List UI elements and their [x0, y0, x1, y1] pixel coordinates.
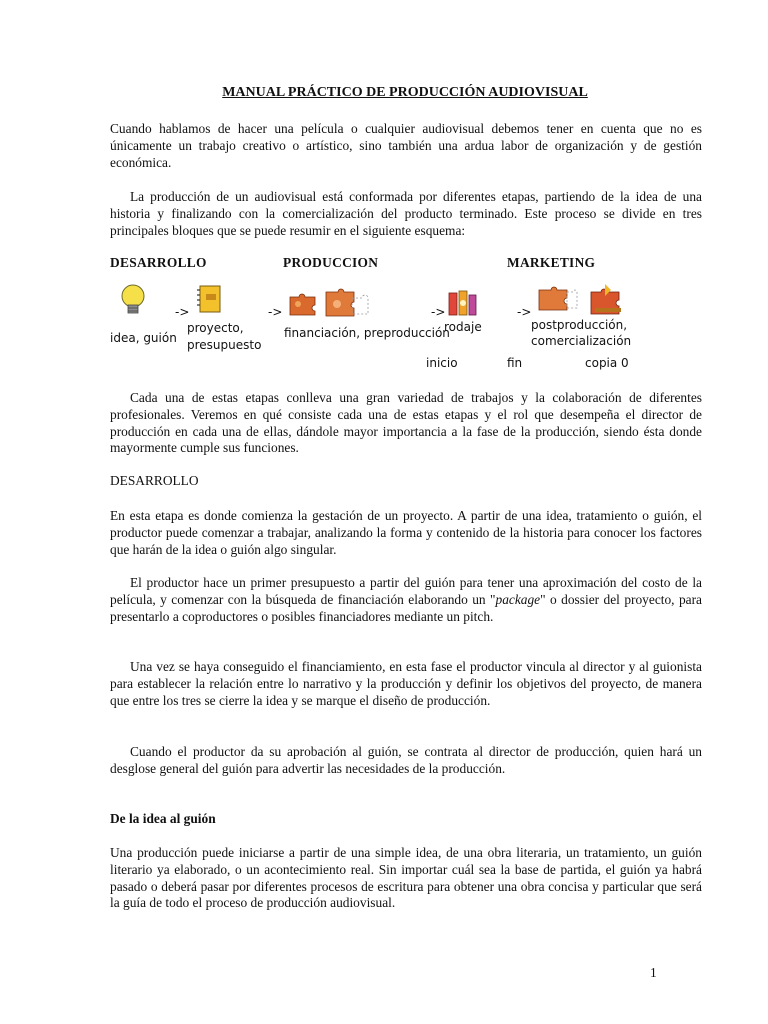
marker-fin: fin	[507, 356, 523, 370]
flow-arrow: ->	[268, 305, 283, 319]
block-marketing: MARKETING	[507, 255, 596, 270]
desarrollo-paragraph-3: Una vez se haya conseguido el financiamiento, en esta fase el productor vincula al director y al guionista para establecer la relación entre lo narrativo y la producción y definir los objetivos del proyecto, de manera que entre los tres se cierre la idea y se marque el diseño de producción.	[110, 659, 702, 708]
desarrollo-paragraph-1: En esta etapa es donde comienza la gestación de un proyecto. A partir de una idea, tratamiento o guión, el productor puede comenzar a trabajar, analizando la forma y contenido de la historia para conocer los factores que harán de la idea o guión algo singular.	[110, 508, 702, 557]
step-presupuesto: presupuesto	[187, 338, 262, 352]
desarrollo-paragraph-2	[110, 575, 702, 625]
desarrollo-paragraph-2-start: El productor hace un primer presupuesto a partir del guión para tener una aproximación del costo de la película, y comenzar con la búsqueda de financiación elaborando un "	[110, 575, 702, 607]
stages-paragraph: La producción de un audiovisual está conformada por diferentes etapas, partiendo de la idea de una historia y finalizando con la comercialización del producto terminado. Este proceso se divide en tres principales bloques que se puede resumir en el siguiente esquema:	[110, 189, 702, 238]
flow-arrow: ->	[517, 305, 532, 319]
lightbulb-icon	[118, 283, 148, 322]
step-idea-guion: idea, guión	[110, 331, 177, 345]
document-title: MANUAL PRÁCTICO DE PRODUCCIÓN AUDIOVISUAL	[222, 85, 588, 100]
puzzle-icon	[322, 286, 370, 325]
subheading-idea-guion: De la idea al guión	[110, 811, 216, 826]
desarrollo-paragraph-4: Cuando el productor da su aprobación al guión, se contrata al director de producción, quien hará un desglose general del guión para advertir las necesidades de la producción.	[110, 744, 702, 776]
step-proyecto: proyecto,	[187, 321, 244, 335]
block-desarrollo: DESARROLLO	[110, 255, 207, 270]
notebook-icon	[195, 284, 223, 321]
step-rodaje: rodaje	[444, 320, 482, 334]
puzzle-icon	[536, 284, 580, 319]
package-term: package	[495, 591, 541, 607]
marker-copia-0: copia 0	[585, 356, 629, 370]
marker-inicio: inicio	[426, 356, 458, 370]
desarrollo-paragraph-2-end: " o dossier del proyecto, para presentarlo a coproductores o posibles financiadores mediante un pitch.	[110, 591, 702, 624]
etapas-paragraph: Cada una de estas etapas conlleva una gran variedad de trabajos y la colaboración de diferentes profesionales. Veremos en qué consiste cada una de estas etapas y el rol que desempeña el director de producción en cada una de ellas, dándole mayor importancia a la fase de la producción, siendo ésta donde mayormente cumple sus funciones.	[110, 390, 702, 456]
flow-arrow: ->	[431, 305, 446, 319]
puzzle-icon	[587, 282, 629, 321]
intro-paragraph: Cuando hablamos de hacer una película o cualquier audiovisual debemos tener en cuenta que no es únicamente un trabajo creativo o artístico, sino también una ardua labor de organización y de gestión económica.	[110, 121, 702, 170]
idea-guion-paragraph: Una producción puede iniciarse a partir de una simple idea, de una obra literaria, un tratamiento, un guión literario ya elaborado, o un acontecimiento real. Sin importar cuál sea la base de partida, el guión ya habrá pasado o deberá pasar por diferentes procesos de escritura para obtener una obra concisa y particular que será la guía de todo el proceso de producción audiovisual.	[110, 845, 702, 911]
step-financiacion-preproduccion: financiación, preproducción	[284, 326, 450, 340]
flow-arrow: ->	[175, 305, 190, 319]
block-produccion: PRODUCCION	[283, 255, 379, 270]
step-comercializacion: comercialización	[531, 334, 632, 348]
page-number: 1	[650, 965, 657, 980]
puzzle-icon	[287, 289, 321, 322]
section-heading-desarrollo: DESARROLLO	[110, 473, 199, 488]
step-postproduccion: postproducción,	[531, 318, 628, 332]
